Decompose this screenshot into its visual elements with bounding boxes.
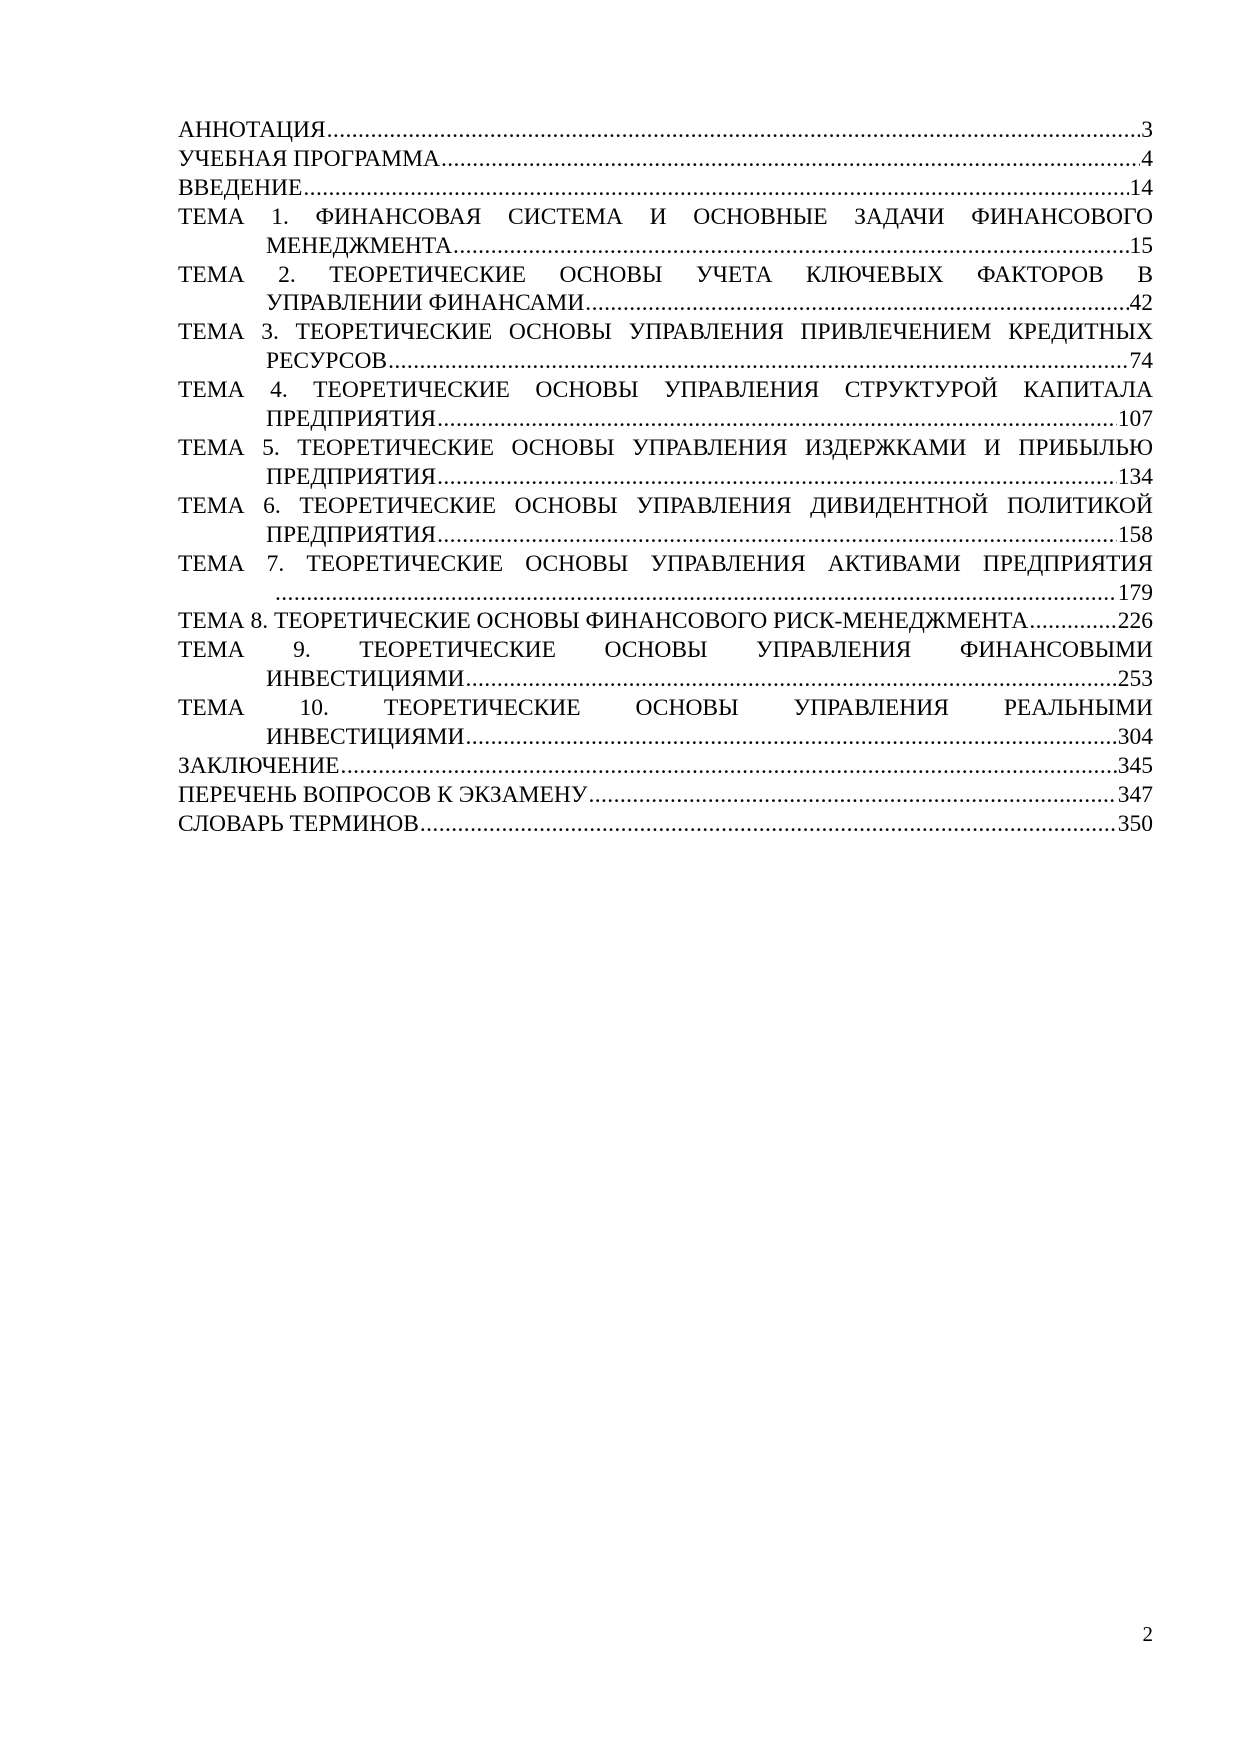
toc-entry[interactable] [178,203,1153,261]
toc-entry-title-line: ТЕМА 1. ФИНАНСОВАЯ СИСТЕМА И ОСНОВНЫЕ ЗАДАЧИ ФИНАНСОВОГО [178,203,1153,230]
toc-entry-page-number: 345 [1117,752,1153,779]
toc-entry-page-number: 253 [1117,666,1153,693]
toc-entry-title: МЕНЕДЖМЕНТА [266,232,453,259]
toc-entry-title-line: ТЕМА 3. ТЕОРЕТИЧЕСКИЕ ОСНОВЫ УПРАВЛЕНИЯ ПРИВЛЕЧЕНИЕМ КРЕДИТНЫХ [178,319,1153,346]
toc-entry[interactable] [178,434,1153,492]
dot-leader [327,116,1141,145]
toc-entry-title: СЛОВАРЬ ТЕРМИНОВ [178,810,419,837]
dot-leader [437,521,1117,550]
toc-entry[interactable] [178,174,1153,203]
toc-entry-title: УПРАВЛЕНИИ ФИНАНСАМИ [266,290,585,317]
toc-entry-title: ВВЕДЕНИЕ [178,174,303,201]
dot-leader [585,289,1128,318]
toc-entry[interactable] [178,810,1153,839]
toc-entry[interactable] [178,318,1153,376]
toc-entry-page-number: 74 [1129,348,1153,375]
toc-entry-title: ИНВЕСТИЦИЯМИ [266,724,465,751]
toc-entry-title: УЧЕБНАЯ ПРОГРАММА [178,145,440,172]
toc-entry-title: РЕСУРСОВ [266,348,388,375]
dot-leader [441,145,1140,174]
toc-entry-page-number: 134 [1117,463,1153,490]
dot-leader [275,579,1117,608]
dot-leader [388,347,1128,376]
toc-entry[interactable] [178,781,1153,810]
page-number: 2 [1142,1622,1153,1646]
toc-entry-title: ИНВЕСТИЦИЯМИ [266,666,465,693]
toc-entry-title: АННОТАЦИЯ [178,117,326,143]
toc-entry-title: ПРЕДПРИЯТИЯ [266,406,437,433]
dot-leader [1029,607,1116,636]
toc-entry-page-number: 304 [1117,724,1153,751]
dot-leader [465,723,1116,752]
toc-entry-page-number: 42 [1129,290,1153,317]
toc-entry-page-number: 3 [1141,117,1153,143]
toc-entry[interactable] [178,116,1153,145]
toc-entry[interactable] [178,261,1153,319]
dot-leader [437,405,1117,434]
toc-entry[interactable] [178,694,1153,752]
toc-entry-title: ТЕМА 8. ТЕОРЕТИЧЕСКИЕ ОСНОВЫ ФИНАНСОВОГО РИСК-МЕНЕДЖМЕНТА [178,608,1029,635]
toc-entry-title: ПРЕДПРИЯТИЯ [266,463,437,490]
toc-entry-title-line: ТЕМА 10. ТЕОРЕТИЧЕСКИЕ ОСНОВЫ УПРАВЛЕНИЯ РЕАЛЬНЫМИ [178,695,1153,722]
toc-entry-page-number: 347 [1117,781,1153,808]
toc-entry[interactable] [178,607,1153,636]
toc-entry[interactable] [178,752,1153,781]
dot-leader [420,810,1117,839]
toc-entry-page-number: 350 [1117,810,1153,837]
toc-entry-page-number: 107 [1117,406,1153,433]
toc-entry[interactable] [178,636,1153,694]
toc-entry-title-line: ТЕМА 5. ТЕОРЕТИЧЕСКИЕ ОСНОВЫ УПРАВЛЕНИЯ ИЗДЕРЖКАМИ И ПРИБЫЛЬЮ [178,434,1153,461]
toc-entry[interactable] [178,492,1153,550]
toc-entry-page-number: 15 [1129,232,1153,259]
toc-entry-title-line: ТЕМА 4. ТЕОРЕТИЧЕСКИЕ ОСНОВЫ УПРАВЛЕНИЯ СТРУКТУРОЙ КАПИТАЛА [178,377,1153,404]
dot-leader [465,665,1116,694]
table-of-contents [178,116,1153,839]
dot-leader [437,463,1117,492]
toc-entry-page-number: 179 [1117,579,1153,606]
toc-entry-page-number: 4 [1141,145,1153,172]
toc-entry-title-line: ТЕМА 7. ТЕОРЕТИЧЕСКИЕ ОСНОВЫ УПРАВЛЕНИЯ АКТИВАМИ ПРЕДПРИЯТИЯ [178,550,1153,577]
toc-entry[interactable] [178,550,1153,608]
toc-entry-title-line: ТЕМА 6. ТЕОРЕТИЧЕСКИЕ ОСНОВЫ УПРАВЛЕНИЯ ДИВИДЕНТНОЙ ПОЛИТИКОЙ [178,492,1153,519]
dot-leader [453,232,1128,261]
toc-entry-title: ЗАКЛЮЧЕНИЕ [178,752,340,779]
toc-entry-title: ПРЕДПРИЯТИЯ [266,521,437,548]
toc-entry[interactable] [178,145,1153,174]
toc-entry-page-number: 158 [1117,521,1153,548]
dot-leader [341,752,1117,781]
toc-entry-title-line: ТЕМА 9. ТЕОРЕТИЧЕСКИЕ ОСНОВЫ УПРАВЛЕНИЯ ФИНАНСОВЫМИ [178,637,1153,664]
dot-leader [303,174,1128,203]
toc-entry-title: ПЕРЕЧЕНЬ ВОПРОСОВ К ЭКЗАМЕНУ [178,781,588,808]
dot-leader [588,781,1116,810]
toc-entry-title-line: ТЕМА 2. ТЕОРЕТИЧЕСКИЕ ОСНОВЫ УЧЕТА КЛЮЧЕВЫХ ФАКТОРОВ В [178,261,1153,288]
toc-entry-page-number: 14 [1129,174,1153,201]
toc-entry-page-number: 226 [1117,608,1153,635]
toc-entry[interactable] [178,376,1153,434]
